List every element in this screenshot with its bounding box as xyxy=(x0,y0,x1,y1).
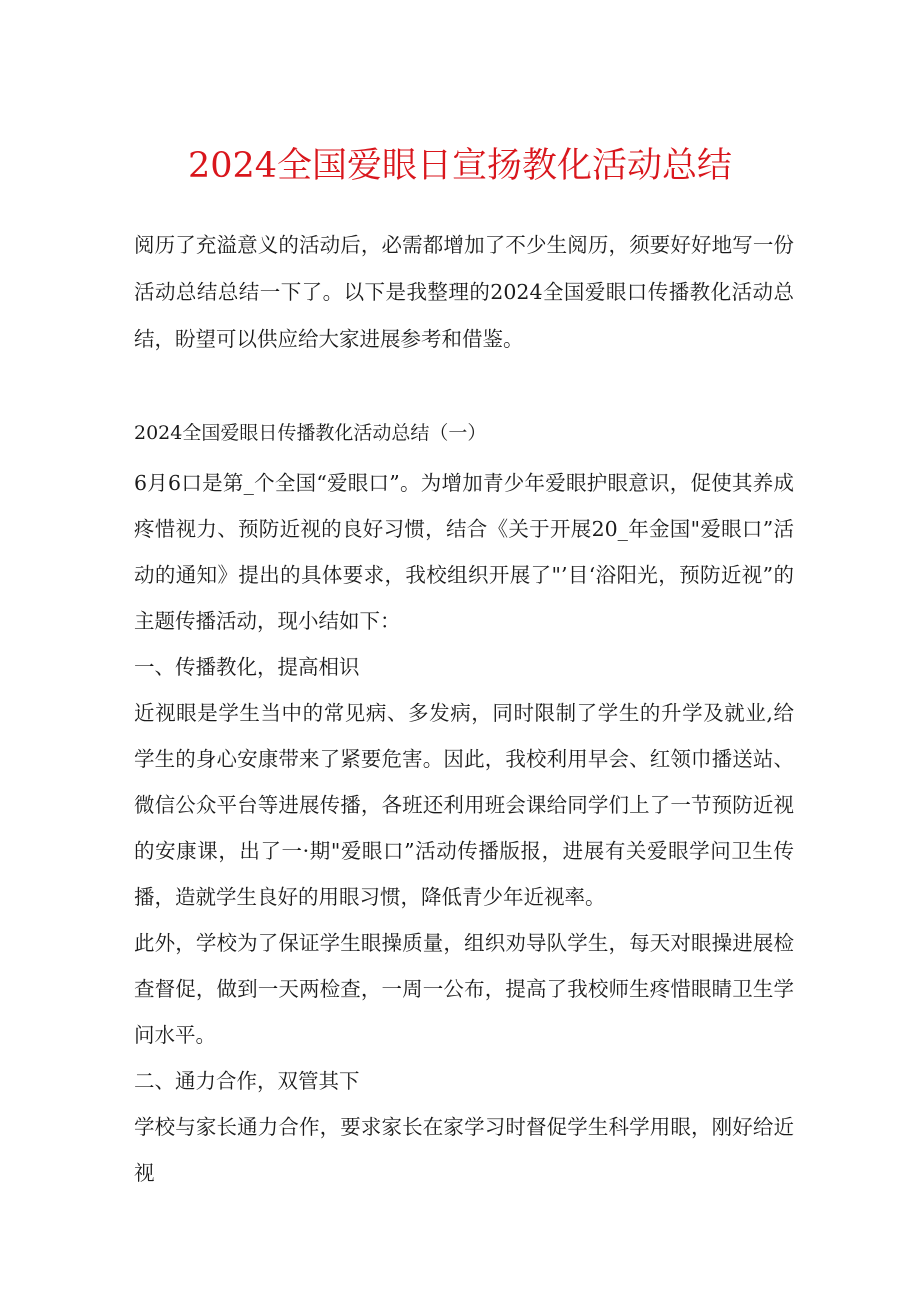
paragraph-2: 近视眼是学生当中的常见病、多发病，同时限制了学生的升学及就业,给学生的身心安康带来了紧要危害。因此，我校利用早会、红领巾播送站、微信公众平台等进展传播，各班还利用班会课给同学们上了一节预防近视的安康课，出了一·期"爱眼口”活动传播版报，进展有关爱眼学问卫生传播，造就学生良好的用眼习惯，降低青少年近视率。 xyxy=(134,701,794,909)
paragraph-4: 学校与家长通力合作，要求家长在家学习时督促学生科学用眼，刚好给近视 xyxy=(134,1115,794,1185)
intro-paragraph: 阅历了充溢意义的活动后，必需都增加了不少生阅历，须要好好地写一份活动总结总结一下了。以下是我整理的2024全国爱眼口传播教化活动总结，盼望可以供应给大家进展参考和借鉴。 xyxy=(134,233,794,351)
paragraph-3: 此外，学校为了保证学生眼操质量，组织劝导队学生，每天对眼操进展检查督促，做到一天两检查，一周一公布，提高了我校师生疼惜眼睛卫生学问水平。 xyxy=(134,931,794,1047)
document-title: 2024全国爱眼日宣扬教化活动总结 xyxy=(187,146,733,186)
paragraph-1: 6月6口是第_个全国“爱眼口”。为增加青少年爱眼护眼意识，促使其养成疼惜视力、预防近视的良好习惯，结合《关于开展20_年金国"爱眼口”活动的通知》提出的具体要求，我校组织开展了"’目‘浴阳光，预防近视”的主题传播活动，现小结如下： xyxy=(134,471,794,633)
sub-heading-2: 二、通力合作，双管其下 xyxy=(134,1069,360,1093)
sub-heading-1: 一、传播教化，提高相识 xyxy=(134,655,360,679)
section-heading: 2024全国爱眼日传播教化活动总结（一） xyxy=(134,422,487,444)
document-body xyxy=(134,410,794,1196)
